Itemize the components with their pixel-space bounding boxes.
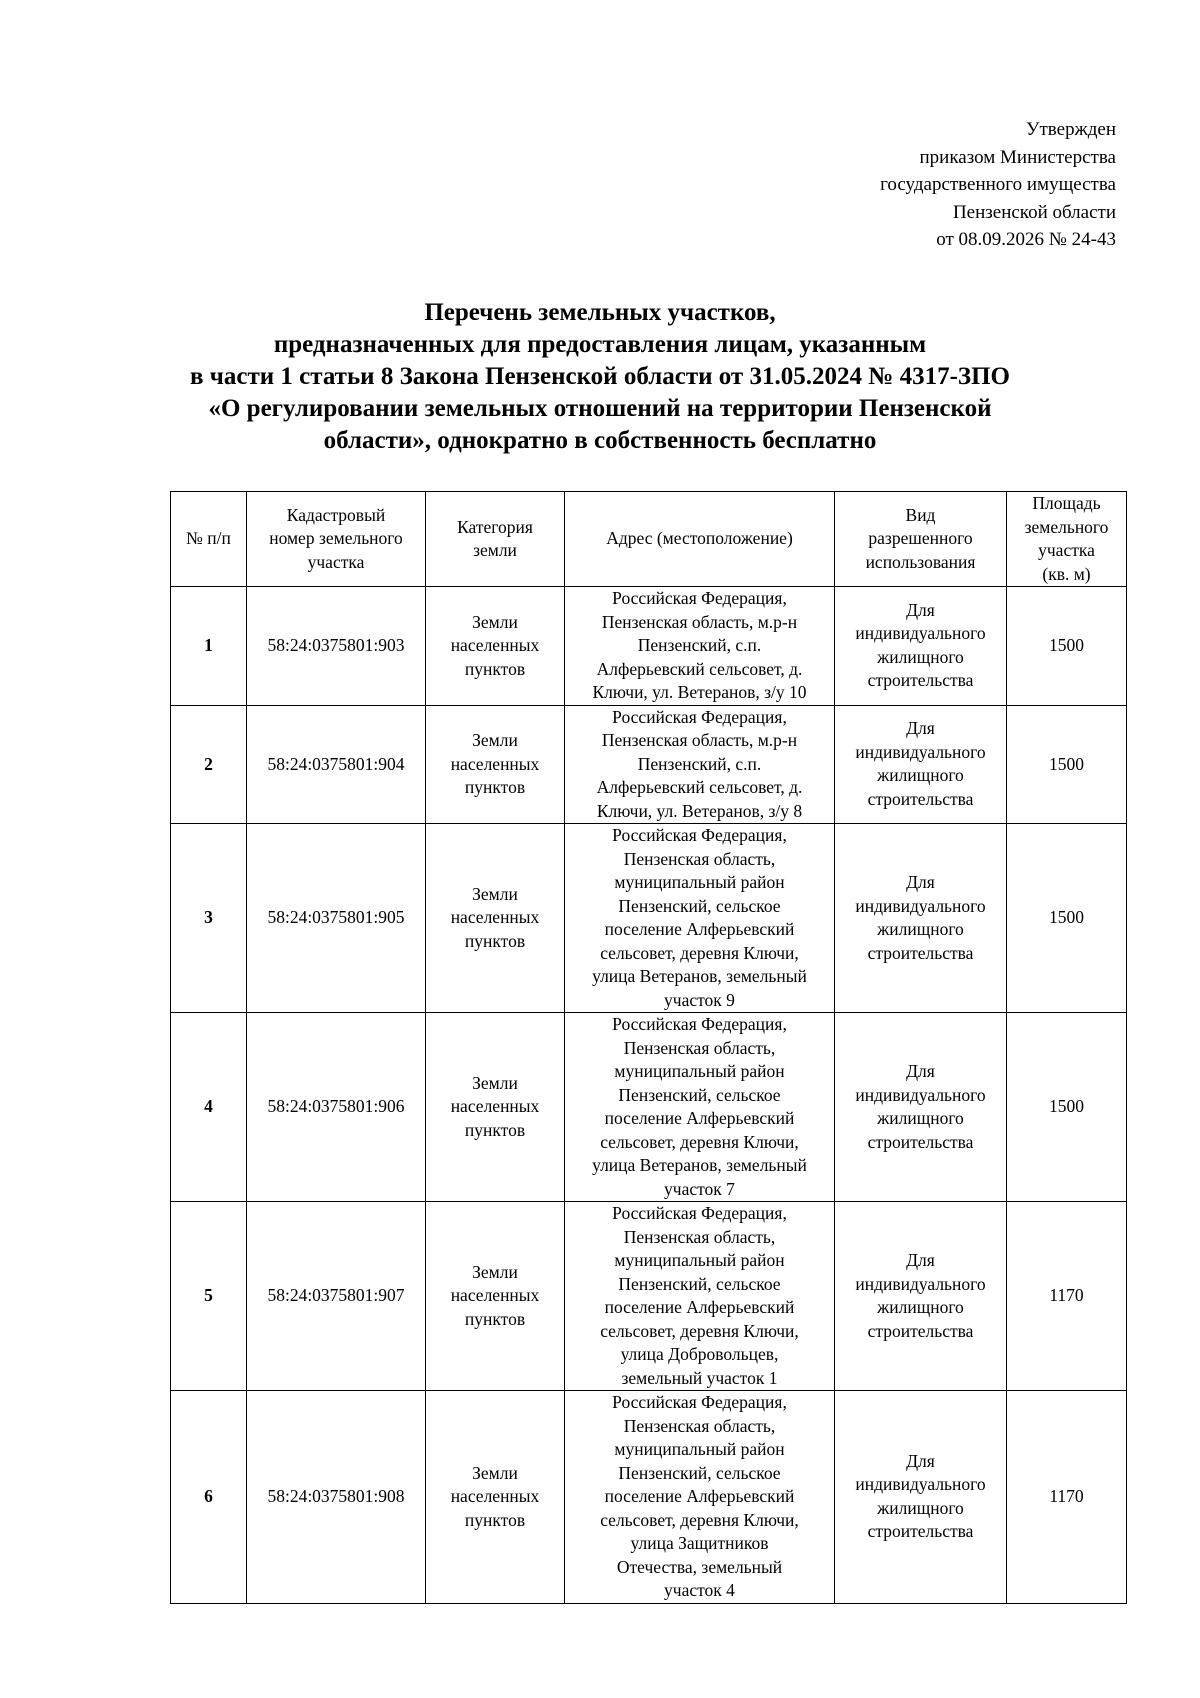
row-area: 1170 [1007, 1391, 1127, 1604]
row-address: Российская Федерация, Пензенская область, м.р-н Пензенский, с.п. Алферьевский сельсовет, д. Ключи, ул. Ветеранов, з/у 10 [565, 587, 835, 706]
row-num: 5 [171, 1202, 247, 1391]
title-line: предназначенных для предоставления лицам, указанным [273, 331, 927, 358]
row-address: Российская Федерация, Пензенская область, муниципальный район Пензенский, сельское поселение Алферьевский сельсовет, деревня Ключи, улица Защитников Отечества, земельный участок 4 [565, 1391, 835, 1604]
header-cadastral: Кадастровый номер земельного участка [247, 492, 426, 587]
header-category: Категория земли [426, 492, 565, 587]
title-line: «О регулировании земельных отношений на территории Пензенской [208, 395, 992, 422]
row-area: 1500 [1007, 1013, 1127, 1202]
table-row [171, 1013, 1127, 1202]
row-category: Земли населенных пунктов [426, 1202, 565, 1391]
row-category: Земли населенных пунктов [426, 587, 565, 706]
row-use: Для индивидуального жилищного строительства [835, 587, 1007, 706]
row-cadastral: 58:24:0375801:904 [247, 705, 426, 824]
row-address: Российская Федерация, Пензенская область, муниципальный район Пензенский, сельское поселение Алферьевский сельсовет, деревня Ключи, улица Добровольцев, земельный участок 1 [565, 1202, 835, 1391]
row-num: 4 [171, 1013, 247, 1202]
approval-line: Утвержден [1026, 119, 1116, 140]
row-address: Российская Федерация, Пензенская область, муниципальный район Пензенский, сельское поселение Алферьевский сельсовет, деревня Ключи, улица Ветеранов, земельный участок 7 [565, 1013, 835, 1202]
row-cadastral: 58:24:0375801:906 [247, 1013, 426, 1202]
row-use: Для индивидуального жилищного строительства [835, 1202, 1007, 1391]
row-use: Для индивидуального жилищного строительства [835, 1391, 1007, 1604]
row-cadastral: 58:24:0375801:907 [247, 1202, 426, 1391]
approval-line: приказом Министерства [919, 146, 1116, 168]
land-plots-table [170, 491, 1127, 1604]
approval-date-line: от 08.09.2026 № 24-43 [936, 229, 1116, 250]
header-area: Площадь земельного участка (кв. м) [1007, 492, 1127, 587]
row-address: Российская Федерация, Пензенская область, муниципальный район Пензенский, сельское поселение Алферьевский сельсовет, деревня Ключи, улица Ветеранов, земельный участок 9 [565, 824, 835, 1013]
row-area: 1500 [1007, 587, 1127, 706]
row-cadastral: 58:24:0375801:908 [247, 1391, 426, 1604]
table-row [171, 587, 1127, 706]
table-row [171, 1202, 1127, 1391]
row-num: 3 [171, 824, 247, 1013]
approval-line: государственного имущества [880, 174, 1116, 195]
row-use: Для индивидуального жилищного строительства [835, 705, 1007, 824]
row-area: 1170 [1007, 1202, 1127, 1391]
header-num: № п/п [171, 492, 247, 587]
row-category: Земли населенных пунктов [426, 824, 565, 1013]
table-header-row [171, 492, 1127, 587]
document-title [120, 297, 1080, 457]
row-num: 2 [171, 705, 247, 824]
row-area: 1500 [1007, 705, 1127, 824]
table-row [171, 1391, 1127, 1604]
row-category: Земли населенных пунктов [426, 705, 565, 824]
row-cadastral: 58:24:0375801:903 [247, 587, 426, 706]
header-address: Адрес (местоположение) [565, 492, 835, 587]
row-area: 1500 [1007, 824, 1127, 1013]
row-category: Земли населенных пунктов [426, 1391, 565, 1604]
approval-block [880, 116, 1116, 254]
table-row [171, 824, 1127, 1013]
row-cadastral: 58:24:0375801:905 [247, 824, 426, 1013]
row-num: 1 [171, 587, 247, 706]
approval-line: Пензенской области [952, 201, 1116, 223]
title-line: Перечень земельных участков, [424, 299, 776, 326]
title-line: области», однократно в собственность бесплатно [323, 427, 877, 454]
row-use: Для индивидуального жилищного строительства [835, 824, 1007, 1013]
title-line: в части 1 статьи 8 Закона Пензенской области от 31.05.2024 № 4317-ЗПО [190, 363, 1010, 390]
row-use: Для индивидуального жилищного строительства [835, 1013, 1007, 1202]
row-address: Российская Федерация, Пензенская область, м.р-н Пензенский, с.п. Алферьевский сельсовет, д. Ключи, ул. Ветеранов, з/у 8 [565, 705, 835, 824]
row-category: Земли населенных пунктов [426, 1013, 565, 1202]
row-num: 6 [171, 1391, 247, 1604]
table-row [171, 705, 1127, 824]
header-use: Вид разрешенного использования [835, 492, 1007, 587]
